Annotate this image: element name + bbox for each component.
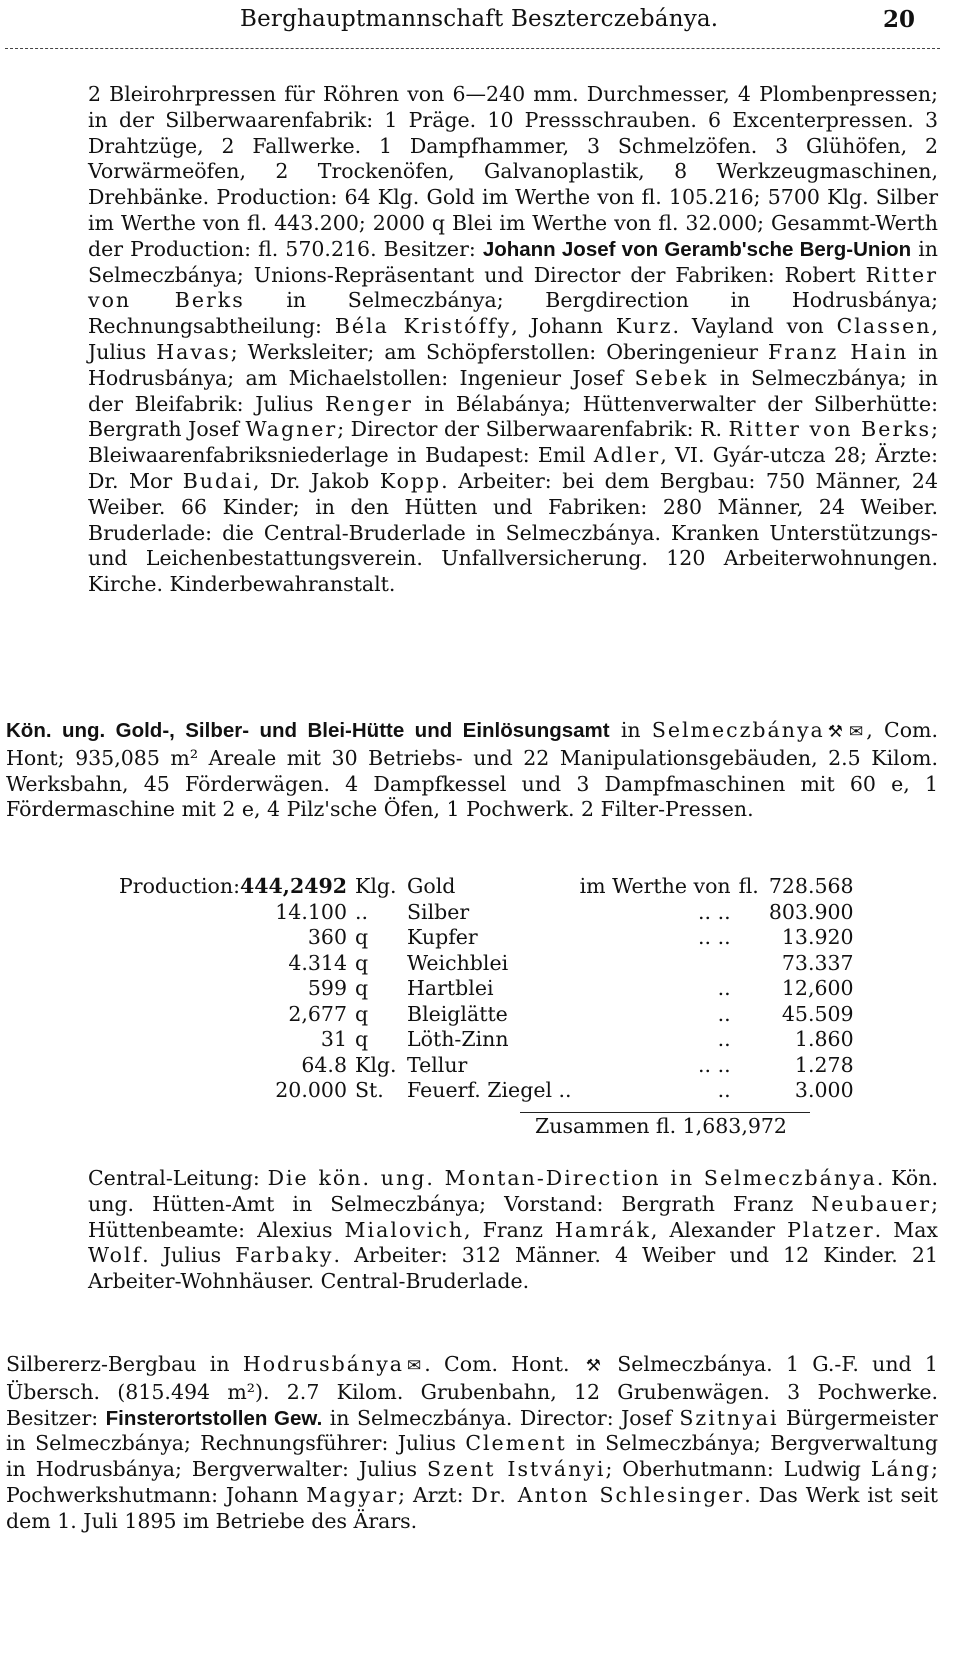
text-run: , Alexander [650, 1217, 788, 1242]
value-amount: 3.000 [794, 1078, 854, 1102]
production-quantity: 2,677 [288, 1001, 347, 1026]
paragraph-central-leitung [88, 1166, 938, 1295]
production-item: Silber [407, 899, 470, 924]
text-run: ; Pochwerkshutmann: Johann [6, 1457, 938, 1507]
production-value [735, 1027, 858, 1053]
person-name: Classen [836, 314, 932, 339]
person-name: Sebek [634, 365, 709, 390]
text-run: ; Bleiwaarenfabriksniederlage in Budapest: Emil [88, 417, 938, 468]
value-amount: 728.568 [768, 874, 854, 898]
value-amount: 12,600 [781, 976, 854, 1000]
mine-symbol-icon: ⚒ [827, 722, 844, 742]
post-office-icon: ✉ [407, 1356, 422, 1376]
text-run: ; Oberhutmann: Ludwig [605, 1457, 871, 1482]
production-row [115, 900, 858, 926]
production-quantity [115, 874, 351, 900]
text-run: in Selmeczbánya; Bergverwaltung in Hodrusbánya; Bergverwalter: Julius [6, 1431, 939, 1482]
person-name: Havas [156, 339, 231, 364]
text-run: , Com. Hont; 935,085 m² Areale mit 30 Betriebs- und 22 Manipulationsgebäuden, 2.5 Kilom. Werksbahn, 45 Förderwägen. 4 Dampfkessel und 3 Dampfmaschinen mit 60 e, 1 Fördermaschine mit 2 e, 4 Pilz'sche Öfen, 1 Pochwerk. 2 Filter-Pressen. [6, 718, 939, 822]
production-dots [576, 951, 735, 977]
text-run: . Julius [142, 1243, 236, 1268]
production-row [115, 874, 858, 900]
production-row [115, 1002, 858, 1028]
production-row [115, 1053, 858, 1079]
currency: fl. [738, 874, 759, 898]
production-dots: .. [717, 976, 731, 1000]
production-total [535, 1114, 787, 1140]
production-unit: Klg. [355, 874, 397, 898]
value-amount: 73.337 [781, 950, 854, 975]
place-name: Hodrusbánya [242, 1352, 405, 1376]
post-office-icon: ✉ [849, 722, 864, 742]
value-amount: 13.920 [781, 925, 854, 949]
production-item: Tellur [407, 1052, 468, 1077]
person-name: Platzer [787, 1217, 875, 1242]
production-unit: Klg. [355, 1052, 397, 1077]
paragraph-silbererz-bergbau [6, 1352, 938, 1535]
production-row [115, 1027, 858, 1053]
text-run: , Julius [88, 314, 938, 364]
text-run: in [609, 718, 652, 742]
production-quantity: 599 [307, 976, 347, 1000]
production-item: Löth-Zinn [407, 1027, 509, 1051]
text-run: ; Arzt: [398, 1482, 472, 1507]
section-heading: Kön. ung. Gold-, Silber- und Blei-Hütte und Einlösungsamt [6, 719, 610, 742]
production-unit: q [355, 1027, 369, 1051]
production-quantity: 20.000 [275, 1078, 347, 1102]
total-label: Zusammen fl. [535, 1114, 677, 1138]
person-name: Kurz [615, 314, 673, 339]
text-run: , Johann [511, 314, 616, 339]
person-name: Franz Hain [768, 339, 909, 364]
production-value [735, 925, 858, 951]
production-quantity: 4.314 [288, 950, 347, 975]
production-value [735, 1078, 858, 1104]
person-name: Béla Kristóffy [334, 314, 512, 339]
production-item: Hartblei [407, 976, 494, 1000]
production-unit: St. [355, 1078, 384, 1102]
person-name: Neubauer [811, 1191, 932, 1216]
place-name: Selmeczbánya [651, 718, 825, 742]
production-quantity: 64.8 [301, 1052, 347, 1077]
production-quantity: 360 [307, 925, 347, 949]
person-name: Clement [465, 1431, 567, 1456]
production-unit: q [355, 950, 369, 975]
person-name: Ritter von Berks [728, 417, 932, 442]
text-run: Selmeczbánya. 1 G.-F. und 1 Übersch. (815.494 m²). 2.7 Kilom. Grubenbahn, 12 Grubenwägen. 3 Pochwerke. Besitzer: [6, 1352, 938, 1430]
total-rule [520, 1112, 810, 1113]
text-run: Bürgermeister in Selmeczbánya; Rechnungsführer: Julius [6, 1405, 938, 1456]
person-name: Láng [870, 1457, 932, 1482]
total-value: 1,683,972 [682, 1114, 787, 1138]
production-item: Feuerf. Ziegel .. [407, 1078, 572, 1102]
person-name: Wagner [245, 417, 338, 442]
text-run: Central-Leitung: [88, 1166, 268, 1190]
production-value [735, 976, 858, 1002]
mine-symbol-icon: ⚒ [585, 1356, 601, 1376]
text-run: ; Director der Silberwaarenfabrik: R. [337, 417, 729, 442]
production-dots: .. [717, 1001, 731, 1026]
paragraph-gold-silver-huette [6, 718, 938, 823]
header-rule [5, 48, 940, 49]
text-run: . Kön. ung. Hütten-Amt in Selmeczbánya; Vorstand: Bergrath Franz [88, 1166, 938, 1216]
text-run: in Selmeczbánya; Unions-Repräsentant und Director der Fabriken: Robert [88, 236, 938, 287]
text-run: 2 Bleirohrpressen für Röhren von 6—240 mm. Durchmesser, 4 Plombenpressen; in der Silberwaarenfabrik: 1 Präge. 10 Pressschrauben. 6 Excenterpressen. 3 Drahtzüge, 2 Fallwerke. 1 Dampfhammer, 3 Schmelzöfen. 3 Glühöfen, 2 Vorwärmeöfen, 2 Trockenöfen, Galvanoplastik, 8 Werkzeugmaschinen, Drehbänke. Production: 64 Klg. Gold im Werthe von fl. 105.216; 5700 Klg. Silber im Werthe von fl. 443.200; 2000 q Blei im Werthe von fl. 32.000; Gesammt-Werth der Production: fl. 570.216. Besitzer: [88, 82, 938, 261]
production-dots: .. [717, 1078, 731, 1102]
production-row [115, 976, 858, 1002]
text-run: . Arbeiter: bei dem Bergbau: 750 Männer, 24 Weiber. 66 Kinder; in den Hütten und Fabriken: 280 Männer, 24 Weiber. Bruderlade: die Central-Bruderlade in Selmeczbánya. Kranken Unterstützungs- und Leichenbestattungsverein. Unfallversicherung. 120 Arbeiterwohnungen. Kirche. Kinderbewahranstalt. [88, 468, 938, 597]
text-run: , VI. Gyár-utcza 28; Ärzte: Dr. Mor [88, 443, 938, 493]
text-run: . Das Werk ist seit dem 1. Juli 1895 im Betriebe des Ärars. [6, 1482, 939, 1533]
page-header [0, 4, 960, 40]
production-dots: .. .. [698, 925, 731, 949]
person-name: Szent Istványi [427, 1457, 606, 1482]
paragraph-geramb-union [88, 82, 938, 598]
text-run: in Selmeczbánya. Director: Josef [322, 1405, 680, 1430]
production-value [735, 874, 858, 900]
production-quantity: 31 [320, 1027, 347, 1051]
text-run: in Selmeczbánya; Bergdirection in Hodrusbánya; Rechnungsabtheilung: [88, 288, 938, 339]
production-table [115, 874, 858, 1104]
production-value [735, 1053, 858, 1079]
production-item: Bleiglätte [407, 1001, 508, 1026]
text-run: . Arbeiter: 312 Männer. 4 Weiber und 12 Kinder. 21 Arbeiter-Wohnhäuser. Central-Bruderlade. [88, 1243, 939, 1294]
person-name: Dr. Anton Schlesinger [471, 1482, 745, 1507]
value-amount: 1.278 [794, 1052, 854, 1077]
production-value [735, 900, 858, 926]
person-name: Wolf [88, 1243, 143, 1268]
production-dots: .. .. [698, 1052, 731, 1077]
production-unit: q [355, 1001, 369, 1026]
production-value [735, 951, 858, 977]
person-name: Mialovich [344, 1217, 465, 1242]
production-row [115, 1078, 858, 1104]
text-run: Silbererz-Bergbau in [6, 1352, 243, 1376]
person-name: Farbaky [235, 1243, 334, 1268]
production-label: Production: [119, 874, 240, 898]
person-name: Szitnyai [679, 1405, 779, 1430]
running-title: Berghauptmannschaft Beszterczebánya. [240, 6, 719, 32]
production-row [115, 951, 858, 977]
production-unit: q [355, 976, 369, 1000]
production-dots: .. [717, 1027, 731, 1051]
person-name: Adler [593, 443, 661, 468]
production-unit: q [355, 925, 369, 949]
page-number: 20 [882, 6, 915, 33]
value-amount: 1.860 [794, 1027, 854, 1051]
organization-name: Die kön. ung. Montan-Direction in Selmeczbánya [267, 1166, 877, 1190]
quantity-value: 444,2492 [240, 874, 347, 898]
text-run: , Dr. Jakob [252, 468, 380, 493]
value-amount: 803.900 [768, 899, 854, 924]
person-name: Budai [182, 468, 253, 493]
text-run: . Com. Hont. [424, 1352, 583, 1376]
production-item: Weichblei [407, 950, 509, 975]
production-unit: .. [355, 899, 369, 924]
production-item: Gold [407, 874, 456, 898]
text-run: . Vayland von [672, 314, 837, 339]
production-dots: .. .. [698, 899, 731, 924]
production-row [115, 925, 858, 951]
person-name: Renger [325, 391, 413, 416]
text-run: in Hodrusbánya; am Michaelstollen: Ingenieur Josef [88, 339, 938, 390]
person-name: Magyar [306, 1482, 399, 1507]
production-quantity: 14.100 [275, 899, 347, 924]
owner-name: Johann Josef von Geramb'sche Berg-Union [482, 237, 912, 261]
person-name: Kopp [379, 468, 442, 493]
owner-name: Finsterortstollen Gew. [105, 1406, 323, 1430]
text-run: in Bélabánya; Hüttenverwalter der Silberhütte: Bergrath Josef [88, 391, 938, 442]
person-name: Hamrák [554, 1217, 651, 1242]
production-item: Kupfer [407, 925, 478, 949]
production-dots: im Werthe von [579, 874, 731, 898]
text-run: ; Werksleiter; am Schöpferstollen: Oberingenieur [230, 339, 769, 364]
text-run: in Selmeczbánya; in der Bleifabrik: Julius [88, 365, 938, 416]
text-run: ; Hüttenbeamte: Alexius [88, 1191, 938, 1242]
production-value [735, 1002, 858, 1028]
value-amount: 45.509 [781, 1001, 854, 1026]
text-run: , Franz [464, 1217, 555, 1242]
person-name: Ritter von Berks [88, 262, 938, 313]
text-run: . Max [874, 1217, 938, 1242]
